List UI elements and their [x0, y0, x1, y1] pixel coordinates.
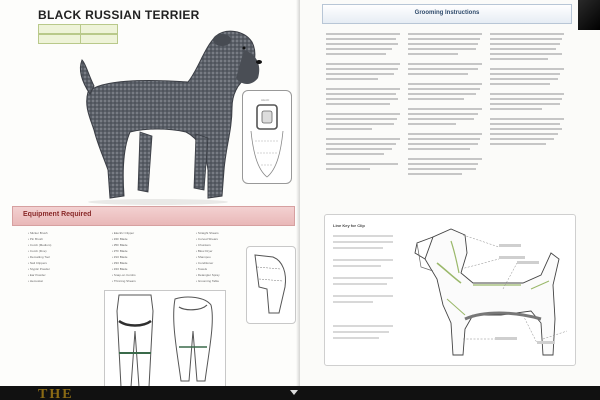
- svg-text:HEAD: HEAD: [261, 98, 270, 102]
- key-line: [333, 301, 373, 303]
- equipment-header: [12, 206, 295, 226]
- equipment-item: • Slicker Brush: [28, 230, 108, 236]
- equipment-item: • Electric Clipper: [112, 230, 192, 236]
- equipment-item: • Conditioner: [196, 260, 276, 266]
- key-line: [333, 265, 381, 267]
- equipment-column: [28, 230, 108, 284]
- equipment-item: • Nail Clippers: [28, 260, 108, 266]
- instructions-column: [326, 30, 404, 200]
- left-page: [0, 0, 300, 386]
- equipment-item: • #10 Blade: [112, 254, 192, 260]
- equipment-item: • Grooming Table: [196, 278, 276, 284]
- equipment-item: • Shampoo: [196, 254, 276, 260]
- equipment-item: • Ear Powder: [28, 272, 108, 278]
- equipment-item: • Dematting Tool: [28, 254, 108, 260]
- next-page-arrow-icon[interactable]: [290, 390, 298, 395]
- equipment-item: • Chunkers: [196, 242, 276, 248]
- equipment-item: • #30 Blade: [112, 260, 192, 266]
- key-line: [333, 283, 387, 285]
- footer-logo: THE: [38, 387, 74, 400]
- equipment-column: [112, 230, 192, 284]
- equipment-item: • Comb (Fine): [28, 248, 108, 254]
- equipment-item: • #40 Blade: [112, 266, 192, 272]
- dog-photo: [48, 20, 268, 205]
- equipment-item: • #4F Blade: [112, 236, 192, 242]
- equipment-item: • Towels: [196, 266, 276, 272]
- equipment-title: Equipment Required: [23, 211, 92, 218]
- breed-title: BLACK RUSSIAN TERRIER: [38, 8, 200, 22]
- rear-clip-sketch: [246, 246, 296, 324]
- key-line: [333, 331, 389, 333]
- instructions-column: [408, 30, 486, 200]
- equipment-item: • #5F Blade: [112, 242, 192, 248]
- key-line: [333, 241, 393, 243]
- key-line: [333, 247, 383, 249]
- equipment-item: • Blow Dryer: [196, 248, 276, 254]
- equipment-item: • Pin Brush: [28, 236, 108, 242]
- equipment-item: • Hemostat: [28, 278, 108, 284]
- grooming-title: Grooming Instructions: [414, 10, 480, 16]
- footer-band: [0, 386, 600, 400]
- equipment-item: • Detangler Spray: [196, 272, 276, 278]
- key-line: [333, 295, 393, 297]
- clip-diagram-panel: [324, 214, 576, 366]
- leg-clip-sketch: [104, 290, 226, 386]
- page-corner: [578, 0, 600, 30]
- equipment-item: • Styptic Powder: [28, 266, 108, 272]
- head-detail-sketch: [242, 90, 292, 184]
- instructions-column: [490, 30, 568, 200]
- dog-outline-diagram: [403, 219, 573, 361]
- key-line: [333, 325, 393, 327]
- key-line: [333, 259, 393, 261]
- equipment-list: [28, 230, 278, 288]
- diagram-key-title: Line Key for Clip: [333, 223, 365, 228]
- equipment-item: • Curved Shears: [196, 236, 276, 242]
- equipment-item: • Comb (Medium): [28, 242, 108, 248]
- grooming-header: [322, 4, 572, 24]
- equipment-item: • Snap-on Combs: [112, 272, 192, 278]
- key-line: [333, 277, 393, 279]
- key-line: [333, 337, 379, 339]
- equipment-item: • #7F Blade: [112, 248, 192, 254]
- equipment-item: • Straight Shears: [196, 230, 276, 236]
- key-line: [333, 235, 393, 237]
- equipment-item: • Thinning Shears: [112, 278, 192, 284]
